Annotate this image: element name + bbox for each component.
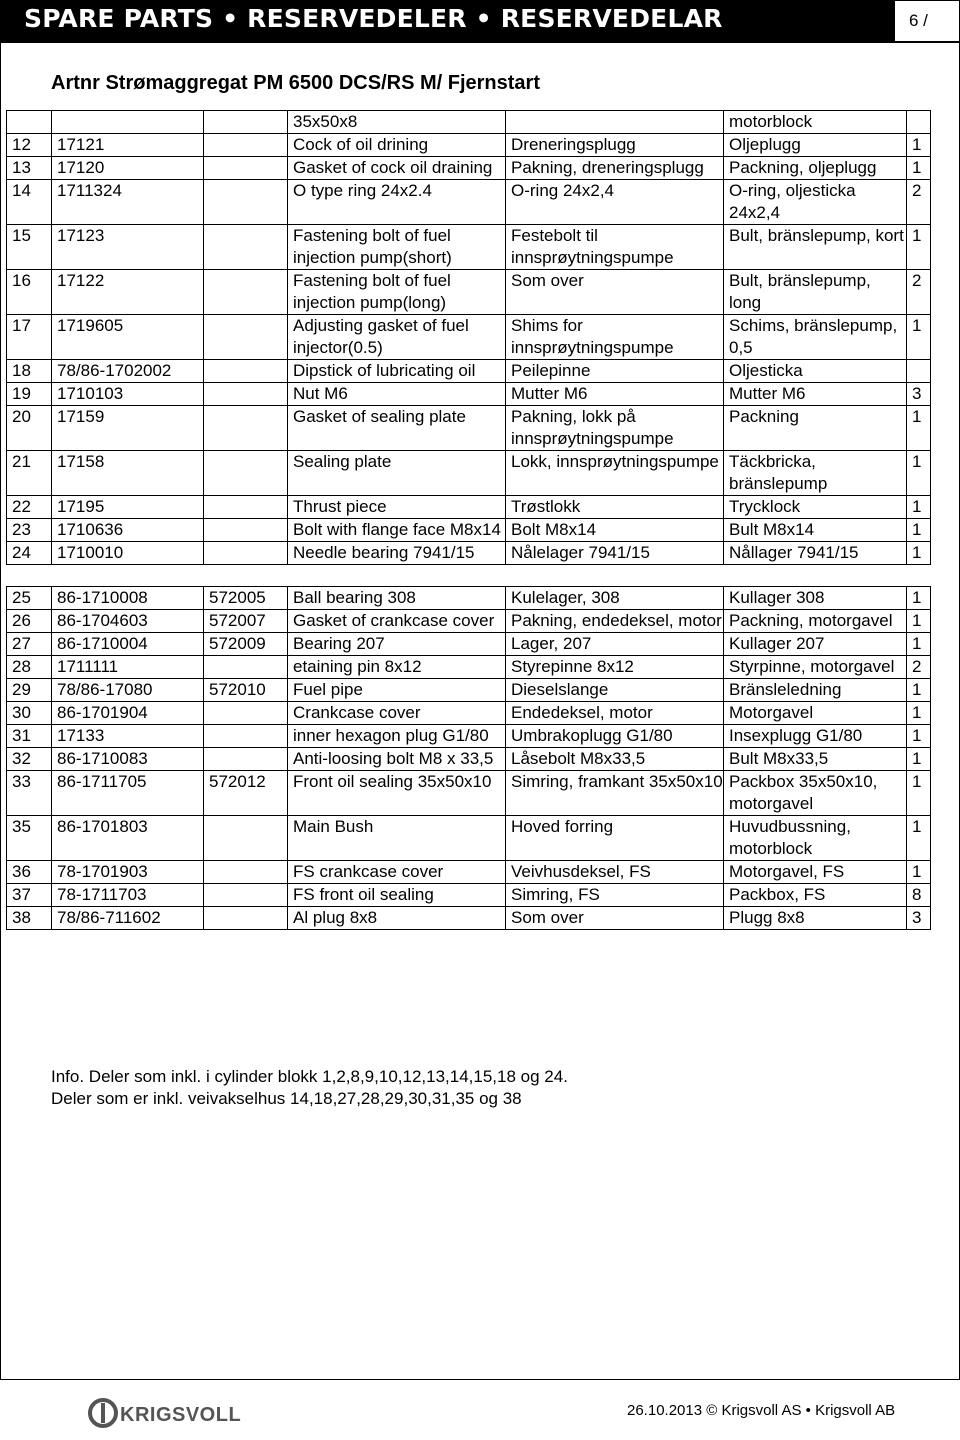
cell-norwegian: Som over (506, 270, 724, 315)
cell-pos: 36 (7, 861, 52, 884)
cell-norwegian: Bolt M8x14 (506, 519, 724, 542)
cell-qty: 1 (907, 496, 931, 519)
cell-norwegian: Lager, 207 (506, 633, 724, 656)
cell-ref: 572009 (204, 633, 288, 656)
cell-norwegian: Festebolt til innsprøytningspumpe (506, 225, 724, 270)
cell-article: 17121 (52, 134, 204, 157)
cell-ref (204, 451, 288, 496)
cell-pos: 32 (7, 748, 52, 771)
cell-swedish: Bult M8x33,5 (724, 748, 907, 771)
cell-norwegian: Nålelager 7941/15 (506, 542, 724, 565)
table-row (7, 771, 931, 816)
cell-english: Al plug 8x8 (288, 907, 506, 930)
cell-ref (204, 656, 288, 679)
cell-norwegian: Hoved forring (506, 816, 724, 861)
cell-swedish: Trycklock (724, 496, 907, 519)
cell-norwegian: Peilepinne (506, 360, 724, 383)
cell-english: Crankcase cover (288, 702, 506, 725)
cell-ref (204, 111, 288, 134)
cell-swedish: Packning, oljeplugg (724, 157, 907, 180)
cell-english: Front oil sealing 35x50x10 (288, 771, 506, 816)
cell-english: Bolt with flange face M8x14 (288, 519, 506, 542)
cell-ref: 572007 (204, 610, 288, 633)
cell-swedish: Packning (724, 406, 907, 451)
cell-article: 17120 (52, 157, 204, 180)
cell-pos: 38 (7, 907, 52, 930)
table-row (7, 270, 931, 315)
cell-pos: 21 (7, 451, 52, 496)
cell-qty: 1 (907, 816, 931, 861)
table-row (7, 542, 931, 565)
cell-english: Thrust piece (288, 496, 506, 519)
cell-norwegian: Pakning, lokk på innsprøytningspumpe (506, 406, 724, 451)
table-row (7, 360, 931, 383)
svg-text:KRIGSVOLL: KRIGSVOLL (120, 1404, 242, 1426)
cell-swedish: Oljeplugg (724, 134, 907, 157)
cell-english: O type ring 24x2.4 (288, 180, 506, 225)
cell-ref: 572005 (204, 587, 288, 610)
cell-norwegian: Dreneringsplugg (506, 134, 724, 157)
gap-cell (204, 565, 288, 587)
table-row (7, 587, 931, 610)
table-row (7, 702, 931, 725)
cell-article: 1711324 (52, 180, 204, 225)
cell-ref (204, 360, 288, 383)
cell-pos: 31 (7, 725, 52, 748)
cell-qty: 1 (907, 748, 931, 771)
cell-pos: 35 (7, 816, 52, 861)
cell-ref (204, 157, 288, 180)
cell-qty: 1 (907, 519, 931, 542)
cell-pos: 17 (7, 315, 52, 360)
cell-english: Ball bearing 308 (288, 587, 506, 610)
table-gap-row (7, 565, 931, 587)
cell-norwegian: Pakning, dreneringsplugg (506, 157, 724, 180)
cell-swedish: Motorgavel (724, 702, 907, 725)
cell-article: 86-1701803 (52, 816, 204, 861)
footer-text: 26.10.2013 © Krigsvoll AS • Krigsvoll AB (627, 1402, 896, 1419)
cell-swedish: Kullager 207 (724, 633, 907, 656)
cell-swedish: motorblock (724, 111, 907, 134)
cell-norwegian: Låsebolt M8x33,5 (506, 748, 724, 771)
cell-norwegian: Pakning, endedeksel, motor (506, 610, 724, 633)
cell-pos (7, 111, 52, 134)
cell-qty: 1 (907, 702, 931, 725)
table-row (7, 496, 931, 519)
table-row-top (7, 111, 931, 134)
cell-norwegian: Dieselslange (506, 679, 724, 702)
cell-norwegian: Trøstlokk (506, 496, 724, 519)
cell-norwegian: Lokk, innsprøytningspumpe (506, 451, 724, 496)
cell-article: 17123 (52, 225, 204, 270)
cell-swedish: Huvudbussning, motorblock (724, 816, 907, 861)
cell-ref (204, 542, 288, 565)
cell-qty: 8 (907, 884, 931, 907)
page-number: 6 / (909, 11, 928, 30)
cell-english: FS front oil sealing (288, 884, 506, 907)
cell-ref (204, 225, 288, 270)
cell-swedish: O-ring, oljesticka 24x2,4 (724, 180, 907, 225)
cell-qty: 1 (907, 315, 931, 360)
cell-article (52, 111, 204, 134)
cell-ref (204, 180, 288, 225)
cell-english: 35x50x8 (288, 111, 506, 134)
cell-english: Needle bearing 7941/15 (288, 542, 506, 565)
cell-ref (204, 134, 288, 157)
cell-norwegian: Kulelager, 308 (506, 587, 724, 610)
cell-qty: 1 (907, 610, 931, 633)
cell-qty: 1 (907, 157, 931, 180)
parts-table (6, 110, 931, 930)
cell-swedish: Oljesticka (724, 360, 907, 383)
cell-swedish: Bult M8x14 (724, 519, 907, 542)
cell-pos: 14 (7, 180, 52, 225)
cell-english: Anti-loosing bolt M8 x 33,5 (288, 748, 506, 771)
cell-norwegian (506, 111, 724, 134)
cell-english: Fastening bolt of fuel injection pump(short) (288, 225, 506, 270)
cell-ref (204, 884, 288, 907)
table-row (7, 884, 931, 907)
table-row (7, 748, 931, 771)
cell-english: Sealing plate (288, 451, 506, 496)
cell-pos: 15 (7, 225, 52, 270)
cell-pos: 33 (7, 771, 52, 816)
cell-english: Gasket of cock oil draining (288, 157, 506, 180)
cell-pos: 26 (7, 610, 52, 633)
cell-article: 86-1711705 (52, 771, 204, 816)
gap-cell (724, 565, 907, 587)
cell-qty: 1 (907, 451, 931, 496)
table-row (7, 633, 931, 656)
table-row (7, 315, 931, 360)
cell-qty: 3 (907, 907, 931, 930)
cell-swedish: Plugg 8x8 (724, 907, 907, 930)
cell-norwegian: O-ring 24x2,4 (506, 180, 724, 225)
cell-english: Gasket of sealing plate (288, 406, 506, 451)
cell-english: Bearing 207 (288, 633, 506, 656)
cell-ref (204, 725, 288, 748)
table-row (7, 225, 931, 270)
table-row (7, 656, 931, 679)
cell-pos: 20 (7, 406, 52, 451)
cell-pos: 29 (7, 679, 52, 702)
table-row (7, 907, 931, 930)
cell-swedish: Motorgavel, FS (724, 861, 907, 884)
cell-ref (204, 496, 288, 519)
cell-ref (204, 383, 288, 406)
cell-swedish: Mutter M6 (724, 383, 907, 406)
cell-swedish: Styrpinne, motorgavel (724, 656, 907, 679)
cell-swedish: Insexplugg G1/80 (724, 725, 907, 748)
cell-english: Adjusting gasket of fuel injector(0.5) (288, 315, 506, 360)
krigsvoll-logo (86, 1396, 246, 1430)
cell-article: 17133 (52, 725, 204, 748)
cell-swedish: Nållager 7941/15 (724, 542, 907, 565)
cell-qty (907, 111, 931, 134)
cell-swedish: Bränsleledning (724, 679, 907, 702)
cell-norwegian: Shims for innsprøytningspumpe (506, 315, 724, 360)
cell-swedish: Schims, bränslepump, 0,5 (724, 315, 907, 360)
cell-ref (204, 907, 288, 930)
table-row (7, 406, 931, 451)
cell-article: 86-1704603 (52, 610, 204, 633)
cell-ref (204, 748, 288, 771)
cell-article: 86-1710008 (52, 587, 204, 610)
cell-pos: 28 (7, 656, 52, 679)
gap-cell (288, 565, 506, 587)
cell-ref (204, 406, 288, 451)
cell-qty: 1 (907, 633, 931, 656)
table-row (7, 519, 931, 542)
cell-pos: 18 (7, 360, 52, 383)
table-row (7, 451, 931, 496)
cell-english: Fastening bolt of fuel injection pump(long) (288, 270, 506, 315)
cell-article: 78/86-17080 (52, 679, 204, 702)
cell-swedish: Bult, bränslepump, long (724, 270, 907, 315)
cell-qty: 1 (907, 679, 931, 702)
cell-english: FS crankcase cover (288, 861, 506, 884)
cell-english: Gasket of crankcase cover (288, 610, 506, 633)
cell-article: 1710636 (52, 519, 204, 542)
cell-qty: 3 (907, 383, 931, 406)
cell-norwegian: Styrepinne 8x12 (506, 656, 724, 679)
cell-swedish: Täckbricka, bränslepump (724, 451, 907, 496)
cell-qty: 2 (907, 270, 931, 315)
cell-norwegian: Simring, FS (506, 884, 724, 907)
cell-english: Fuel pipe (288, 679, 506, 702)
cell-pos: 13 (7, 157, 52, 180)
cell-norwegian: Umbrakoplugg G1/80 (506, 725, 724, 748)
cell-article: 17195 (52, 496, 204, 519)
gap-cell (7, 565, 52, 587)
cell-article: 17158 (52, 451, 204, 496)
cell-qty: 1 (907, 225, 931, 270)
cell-ref (204, 861, 288, 884)
info-line-1: Info. Deler som inkl. i cylinder blokk 1,2,8,9,10,12,13,14,15,18 og 24. (51, 1067, 568, 1086)
table-row (7, 157, 931, 180)
table-row (7, 180, 931, 225)
cell-qty: 1 (907, 587, 931, 610)
cell-ref (204, 519, 288, 542)
cell-norwegian: Simring, framkant 35x50x10 (506, 771, 724, 816)
table-row (7, 861, 931, 884)
cell-article: 86-1710083 (52, 748, 204, 771)
cell-ref (204, 702, 288, 725)
cell-norwegian: Veivhusdeksel, FS (506, 861, 724, 884)
cell-ref (204, 315, 288, 360)
cell-pos: 25 (7, 587, 52, 610)
cell-pos: 37 (7, 884, 52, 907)
table-row (7, 610, 931, 633)
cell-pos: 16 (7, 270, 52, 315)
document-title: Artnr Strømaggregat PM 6500 DCS/RS M/ Fjernstart (51, 72, 540, 94)
cell-pos: 22 (7, 496, 52, 519)
cell-pos: 30 (7, 702, 52, 725)
cell-ref: 572012 (204, 771, 288, 816)
header-bar (0, 0, 894, 42)
cell-qty: 1 (907, 134, 931, 157)
cell-ref (204, 816, 288, 861)
table-row (7, 383, 931, 406)
table-row (7, 816, 931, 861)
table-row (7, 725, 931, 748)
cell-pos: 23 (7, 519, 52, 542)
cell-article: 17159 (52, 406, 204, 451)
cell-qty: 1 (907, 861, 931, 884)
cell-qty: 2 (907, 656, 931, 679)
cell-qty: 2 (907, 180, 931, 225)
cell-article: 1711111 (52, 656, 204, 679)
cell-english: inner hexagon plug G1/80 (288, 725, 506, 748)
cell-article: 1710103 (52, 383, 204, 406)
cell-pos: 24 (7, 542, 52, 565)
cell-english: etaining pin 8x12 (288, 656, 506, 679)
gap-cell (52, 565, 204, 587)
table-row (7, 679, 931, 702)
cell-article: 1719605 (52, 315, 204, 360)
cell-swedish: Kullager 308 (724, 587, 907, 610)
gap-cell (907, 565, 931, 587)
cell-pos: 19 (7, 383, 52, 406)
info-line-2: Deler som er inkl. veivakselhus 14,18,27,28,29,30,31,35 og 38 (51, 1089, 522, 1108)
cell-article: 86-1701904 (52, 702, 204, 725)
header-title: SPARE PARTS • RESERVEDELER • RESERVEDELAR (24, 4, 723, 33)
cell-ref (204, 270, 288, 315)
cell-article: 78-1701903 (52, 861, 204, 884)
cell-norwegian: Endedeksel, motor (506, 702, 724, 725)
cell-article: 1710010 (52, 542, 204, 565)
cell-swedish: Bult, bränslepump, kort (724, 225, 907, 270)
cell-article: 78/86-711602 (52, 907, 204, 930)
cell-ref: 572010 (204, 679, 288, 702)
cell-article: 78/86-1702002 (52, 360, 204, 383)
cell-qty: 1 (907, 542, 931, 565)
cell-swedish: Packbox, FS (724, 884, 907, 907)
cell-english: Nut M6 (288, 383, 506, 406)
info-note (51, 1066, 568, 1110)
cell-pos: 27 (7, 633, 52, 656)
cell-swedish: Packbox 35x50x10, motorgavel (724, 771, 907, 816)
cell-qty (907, 360, 931, 383)
cell-english: Cock of oil drining (288, 134, 506, 157)
gap-cell (506, 565, 724, 587)
page-number-box (894, 0, 960, 42)
cell-qty: 1 (907, 406, 931, 451)
cell-article: 78-1711703 (52, 884, 204, 907)
table-row (7, 134, 931, 157)
cell-norwegian: Som over (506, 907, 724, 930)
cell-article: 17122 (52, 270, 204, 315)
cell-norwegian: Mutter M6 (506, 383, 724, 406)
cell-pos: 12 (7, 134, 52, 157)
cell-swedish: Packning, motorgavel (724, 610, 907, 633)
cell-english: Dipstick of lubricating oil (288, 360, 506, 383)
cell-article: 86-1710004 (52, 633, 204, 656)
cell-qty: 1 (907, 725, 931, 748)
cell-qty: 1 (907, 771, 931, 816)
cell-english: Main Bush (288, 816, 506, 861)
